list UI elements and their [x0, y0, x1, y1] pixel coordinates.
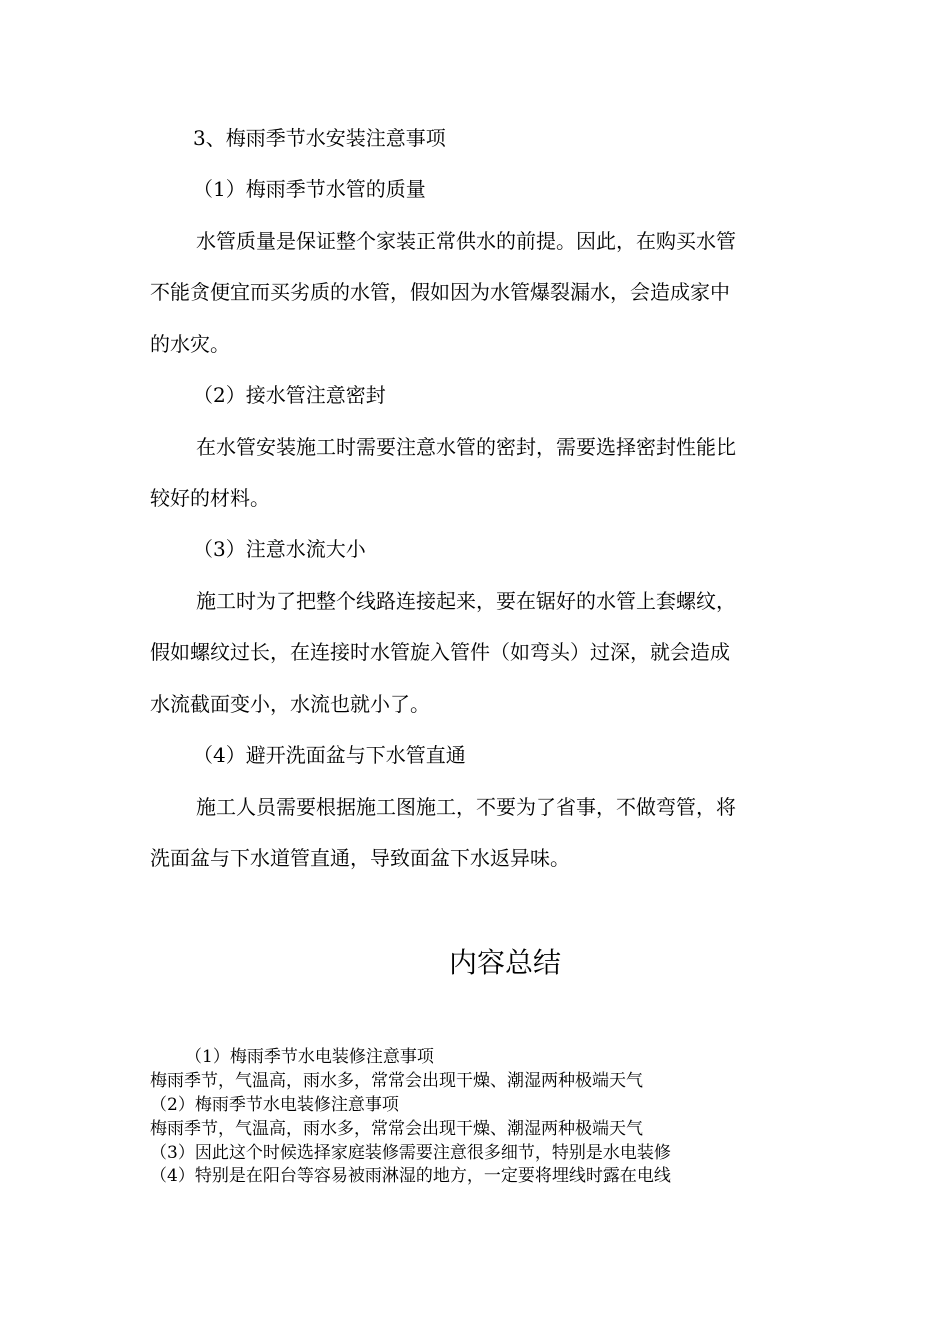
summary-title: 内容总结 — [448, 946, 561, 979]
summary-line-5: （3）因此这个时候选择家庭装修需要注意很多细节，特别是水电装修 — [150, 1143, 671, 1163]
paragraph-4-line-2: 洗面盆与下水道管直通，导致面盆下水返异味。 — [150, 846, 570, 870]
paragraph-3-line-3: 水流截面变小，水流也就小了。 — [150, 692, 430, 716]
paragraph-4-line-1: 施工人员需要根据施工图施工，不要为了省事，不做弯管，将 — [196, 795, 736, 819]
subheading-2: （2）接水管注意密封 — [193, 383, 386, 407]
paragraph-2-line-1: 在水管安装施工时需要注意水管的密封，需要选择密封性能比 — [196, 435, 736, 459]
section-heading: 3、梅雨季节水安装注意事项 — [193, 126, 446, 150]
subheading-4: （4）避开洗面盆与下水管直通 — [193, 743, 466, 767]
summary-line-2: 梅雨季节，气温高，雨水多，常常会出现干燥、潮湿两种极端天气 — [150, 1071, 643, 1091]
paragraph-1-line-3: 的水灾。 — [150, 332, 230, 356]
subheading-3: （3）注意水流大小 — [193, 537, 366, 561]
paragraph-3-line-1: 施工时为了把整个线路连接起来，要在锯好的水管上套螺纹， — [196, 589, 736, 613]
summary-line-1: （1）梅雨季节水电装修注意事项 — [185, 1047, 434, 1067]
paragraph-1-line-1: 水管质量是保证整个家装正常供水的前提。因此，在购买水管 — [196, 229, 736, 253]
paragraph-2-line-2: 较好的材料。 — [150, 486, 270, 510]
paragraph-1-line-2: 不能贪便宜而买劣质的水管，假如因为水管爆裂漏水，会造成家中 — [150, 280, 730, 304]
summary-line-3: （2）梅雨季节水电装修注意事项 — [150, 1095, 399, 1115]
summary-line-4: 梅雨季节，气温高，雨水多，常常会出现干燥、潮湿两种极端天气 — [150, 1119, 643, 1139]
paragraph-3-line-2: 假如螺纹过长，在连接时水管旋入管件（如弯头）过深，就会造成 — [150, 640, 730, 664]
subheading-1: （1）梅雨季节水管的质量 — [193, 177, 426, 201]
summary-line-6: （4）特别是在阳台等容易被雨淋湿的地方，一定要将埋线时露在电线 — [150, 1166, 671, 1186]
